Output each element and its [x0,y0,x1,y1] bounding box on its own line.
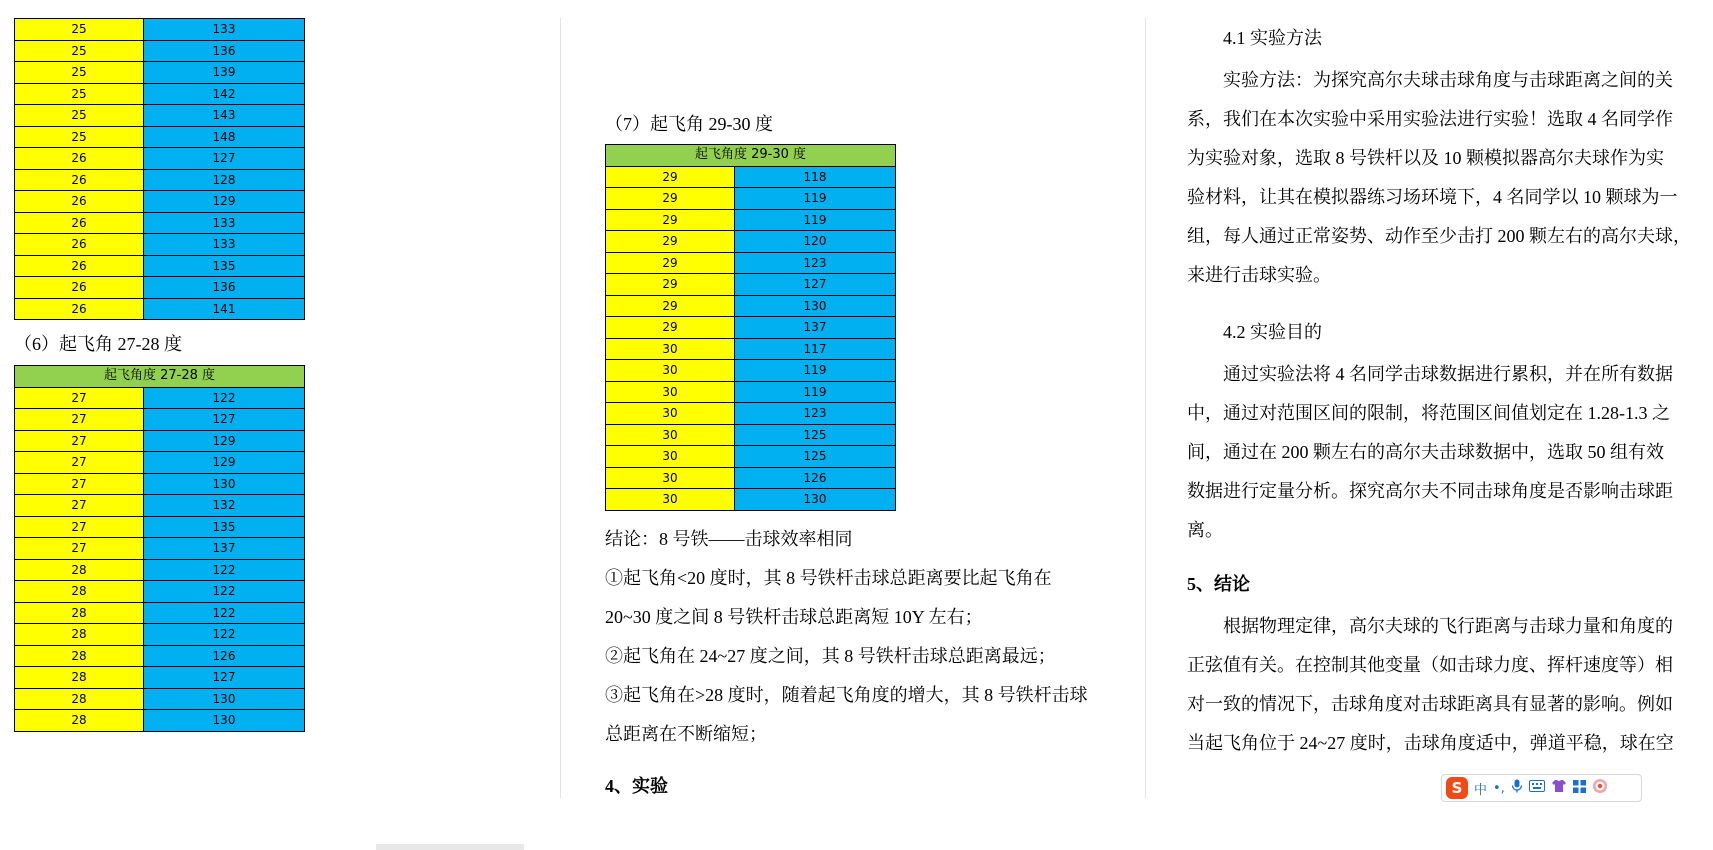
distance-cell: 143 [144,105,305,127]
angle-cell: 28 [15,645,144,667]
grid-icon[interactable] [1573,780,1586,797]
angle-cell: 26 [15,191,144,213]
paragraph-line: 实验方法：为探究高尔夫球击球角度与击球距离之间的关 [1223,70,1673,90]
paragraph-line: 当起飞角位于 24~27 度时，击球角度适中，弹道平稳，球在空 [1187,733,1674,753]
distance-cell: 122 [144,624,305,646]
distance-cell: 122 [144,387,305,409]
angle-cell: 30 [606,338,735,360]
distance-cell: 132 [144,495,305,517]
angle-cell: 25 [15,126,144,148]
distance-cell: 133 [144,234,305,256]
table-row [15,62,305,84]
distance-cell: 122 [144,581,305,603]
angle-cell: 26 [15,298,144,320]
angle-cell: 28 [15,581,144,603]
conclusion-line: ③起飞角在>28 度时，随着起飞角度的增大，其 8 号铁杆击球 [605,685,1088,705]
distance-cell: 130 [735,489,896,511]
table-header: 起飞角度 29-30 度 [606,145,896,167]
distance-cell: 133 [144,19,305,41]
paragraph-line: 间，通过在 200 颗左右的高尔夫击球数据中，选取 50 组有效 [1187,442,1664,462]
distance-cell: 129 [144,430,305,452]
angle-cell: 28 [15,688,144,710]
table-row [606,317,896,339]
angle-cell: 27 [15,538,144,560]
angle-cell: 27 [15,387,144,409]
table-row [15,298,305,320]
middle-column [560,0,1145,850]
table-row [15,169,305,191]
angle-cell: 25 [15,105,144,127]
angle-cell: 25 [15,40,144,62]
angle-cell: 29 [606,209,735,231]
angle-cell: 27 [15,430,144,452]
angle-cell: 30 [606,489,735,511]
distance-cell: 126 [735,467,896,489]
keyboard-icon[interactable] [1529,780,1545,796]
angle-cell: 27 [15,473,144,495]
conclusion-line: ①起飞角<20 度时，其 8 号铁杆击球总距离要比起飞角在 [605,568,1052,588]
distance-cell: 127 [144,667,305,689]
distance-cell: 137 [735,317,896,339]
distance-cell: 120 [735,231,896,253]
table-row [15,19,305,41]
distance-cell: 137 [144,538,305,560]
distance-cell: 142 [144,83,305,105]
distance-cell: 122 [144,602,305,624]
table-row [15,495,305,517]
paragraph-line: 离。 [1187,520,1223,540]
distance-cell: 130 [735,295,896,317]
distance-cell: 130 [144,710,305,732]
angle-cell: 27 [15,409,144,431]
table-row [15,581,305,603]
angle-cell: 25 [15,62,144,84]
table-row [606,360,896,382]
table-row [15,212,305,234]
paragraph-line: 中，通过对范围区间的限制，将范围区间值划定在 1.28-1.3 之 [1187,403,1670,423]
angle-cell: 28 [15,624,144,646]
angle-cell: 27 [15,452,144,474]
angle-cell: 30 [606,403,735,425]
table-row [15,234,305,256]
distance-cell: 133 [144,212,305,234]
table-row [606,166,896,188]
table-header-row [606,145,896,167]
ime-toolbar[interactable] [1441,774,1642,802]
conclusion-line: 总距离在不断缩短； [605,724,767,744]
angle-cell: 26 [15,234,144,256]
distance-cell: 125 [735,446,896,468]
table-row [606,467,896,489]
angle-cell: 29 [606,188,735,210]
angle-cell: 30 [606,424,735,446]
distance-cell: 119 [735,188,896,210]
paragraph-line: 为实验对象，选取 8 号铁杆以及 10 颗模拟器高尔夫球作为实 [1187,148,1664,168]
angle-cell: 30 [606,467,735,489]
distance-cell: 148 [144,126,305,148]
angle-cell: 25 [15,19,144,41]
conclusion-line: 结论：8 号铁——击球效率相同 [605,529,853,549]
paragraph-line: 数据进行定量分析。探究高尔夫不同击球角度是否影响击球距 [1187,481,1673,501]
table-row [606,209,896,231]
table-row [15,387,305,409]
angle-cell: 30 [606,446,735,468]
table-row [15,688,305,710]
shirt-icon[interactable] [1551,779,1567,797]
table-row [606,231,896,253]
language-toggle[interactable]: 中 [1474,782,1488,798]
scroll-indicator [376,844,524,850]
paragraph-line: 验材料，让其在模拟器练习场环境下，4 名同学以 10 颗球为一 [1187,187,1678,207]
distance-cell: 125 [735,424,896,446]
distance-cell: 135 [144,516,305,538]
paragraph-line: 组，每人通过正常姿势、动作至少击打 200 颗左右的高尔夫球， [1187,226,1691,246]
table-row [15,430,305,452]
distance-cell: 119 [735,360,896,382]
table-row [15,645,305,667]
table-row [606,381,896,403]
angle-cell: 29 [606,166,735,188]
table-row [606,295,896,317]
angle-cell: 27 [15,495,144,517]
left-column [0,0,560,850]
distance-cell: 129 [144,191,305,213]
distance-cell: 130 [144,688,305,710]
table-header-row [15,366,305,388]
distance-cell: 119 [735,209,896,231]
table-row [15,452,305,474]
mic-icon[interactable] [1511,779,1523,797]
paragraph-line: 来进行击球实验。 [1187,265,1331,285]
section4-heading: 4、实验 [605,776,668,796]
distance-cell: 135 [144,255,305,277]
angle-cell: 26 [15,212,144,234]
distance-cell: 141 [144,298,305,320]
angle-cell: 29 [606,252,735,274]
paragraph-line: 对一致的情况下，击球角度对击球距离具有显著的影响。例如 [1187,694,1673,714]
table-row [606,338,896,360]
heading-4-1: 4.1 实验方法 [1223,28,1322,48]
distance-cell: 123 [735,252,896,274]
distance-cell: 126 [144,645,305,667]
heading-4-2: 4.2 实验目的 [1223,322,1322,342]
table-row [15,710,305,732]
paragraph-line: 根据物理定律，高尔夫球的飞行距离与击球力量和角度的 [1223,616,1673,636]
angle-cell: 29 [606,317,735,339]
conclusion-line: ②起飞角在 24~27 度之间，其 8 号铁杆击球总距离最远； [605,646,1056,666]
distance-cell: 130 [144,473,305,495]
distance-cell: 129 [144,452,305,474]
distance-cell: 118 [735,166,896,188]
distance-cell: 127 [735,274,896,296]
distance-cell: 119 [735,381,896,403]
angle-cell: 30 [606,381,735,403]
table-row [15,83,305,105]
angle-cell: 26 [15,148,144,170]
table-row [15,277,305,299]
angle-cell: 29 [606,231,735,253]
table-row [15,667,305,689]
table-row [15,602,305,624]
table-row [606,274,896,296]
emoji-icon[interactable] [1592,778,1608,798]
angle-cell: 29 [606,274,735,296]
paragraph-line: 正弦值有关。在控制其他变量（如击球力度、挥杆速度等）相 [1187,655,1673,675]
angle-cell: 28 [15,559,144,581]
angle-cell: 28 [15,667,144,689]
sogou-logo-icon[interactable]: S [1446,777,1468,799]
distance-cell: 136 [144,40,305,62]
angle-cell: 27 [15,516,144,538]
distance-cell: 117 [735,338,896,360]
table-row [15,473,305,495]
data-table-top [14,18,305,320]
section6-heading: （6）起飞角 27-28 度 [14,334,182,354]
distance-cell: 123 [735,403,896,425]
section7-heading: （7）起飞角 29-30 度 [605,114,773,134]
distance-cell: 122 [144,559,305,581]
angle-cell: 26 [15,255,144,277]
data-table-29-30 [605,144,896,511]
data-table-27-28 [14,365,305,732]
angle-cell: 30 [606,360,735,382]
conclusion-line: 20~30 度之间 8 号铁杆击球总距离短 10Y 左右； [605,607,983,627]
angle-cell: 26 [15,277,144,299]
table-row [15,191,305,213]
table-row [15,105,305,127]
table-header: 起飞角度 27-28 度 [15,366,305,388]
punctuation-icon[interactable]: •, [1493,780,1505,796]
table-row [15,126,305,148]
table-row [15,40,305,62]
table-row [15,409,305,431]
table-row [15,624,305,646]
table-row [606,446,896,468]
table-row [606,188,896,210]
distance-cell: 136 [144,277,305,299]
distance-cell: 127 [144,148,305,170]
angle-cell: 26 [15,169,144,191]
angle-cell: 25 [15,83,144,105]
table-row [15,559,305,581]
heading-5: 5、结论 [1187,574,1250,594]
table-row [15,255,305,277]
distance-cell: 127 [144,409,305,431]
table-row [606,403,896,425]
table-row [15,148,305,170]
angle-cell: 28 [15,710,144,732]
table-row [15,516,305,538]
table-row [606,489,896,511]
distance-cell: 139 [144,62,305,84]
paragraph-line: 通过实验法将 4 名同学击球数据进行累积，并在所有数据 [1223,364,1673,384]
paragraph-line: 系，我们在本次实验中采用实验法进行实验！选取 4 名同学作 [1187,109,1673,129]
distance-cell: 128 [144,169,305,191]
angle-cell: 28 [15,602,144,624]
table-row [606,424,896,446]
angle-cell: 29 [606,295,735,317]
table-row [606,252,896,274]
table-row [15,538,305,560]
right-column [1145,0,1713,850]
